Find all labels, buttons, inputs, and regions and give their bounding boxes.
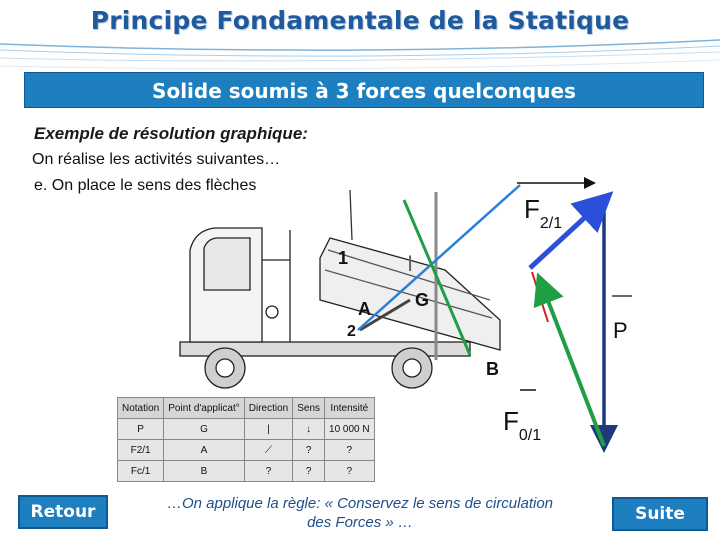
table-header: Intensité [325, 398, 375, 419]
table-cell: B [164, 461, 245, 482]
table-cell: F2/1 [118, 440, 164, 461]
table-cell: A [164, 440, 245, 461]
label-1: 1 [338, 248, 349, 268]
rule-line-1: …On applique la règle: « Conservez le sens de circulation [166, 495, 554, 512]
table-cell: ⟋ [244, 440, 292, 461]
table-header-row [118, 398, 375, 419]
table-cell: ? [293, 461, 325, 482]
retour-button[interactable]: Retour [18, 495, 108, 529]
table-header: Direction [244, 398, 292, 419]
table-cell: ? [325, 461, 375, 482]
example-heading: Exemple de résolution graphique: [34, 124, 308, 143]
intro-text: On réalise les activités suivantes… [32, 151, 281, 168]
f01-label: $F_{0/1}$ [503, 406, 542, 444]
table-cell: P [118, 419, 164, 440]
table-row [118, 440, 375, 461]
label-a: A [358, 299, 371, 319]
table-cell: ? [325, 440, 375, 461]
table-cell: ? [293, 440, 325, 461]
table-header: Sens [293, 398, 325, 419]
f01-vector-arrow [540, 280, 604, 446]
table-cell: ↓ [293, 419, 325, 440]
label-i: I [407, 251, 414, 276]
p-label: P [613, 318, 628, 343]
label-g: G [415, 290, 430, 310]
f21-vector-arrow [530, 198, 606, 268]
table-header: Notation [118, 398, 164, 419]
table-cell: ? [244, 461, 292, 482]
table-cell: Fc/1 [118, 461, 164, 482]
table-cell: 10 000 N [325, 419, 375, 440]
forces-table [117, 397, 375, 482]
rule-text [130, 494, 590, 532]
table-cell: | [244, 419, 292, 440]
page-title: Principe Fondamentale de la Statique [90, 6, 630, 35]
table-header: Point d'applicat° [164, 398, 245, 419]
table-row [118, 419, 375, 440]
label-b: B [486, 359, 499, 379]
f21-label: $F_{2/1}$ [524, 194, 563, 232]
label-2: 2 [347, 323, 356, 340]
rule-line-2: des Forces » … [307, 514, 413, 531]
table-row [118, 461, 375, 482]
truck-illustration [180, 190, 500, 388]
section-banner: Solide soumis à 3 forces quelconques [24, 72, 704, 108]
suite-button[interactable]: Suite [612, 497, 708, 531]
table-cell: G [164, 419, 245, 440]
step-text: e. On place le sens des flèches [34, 177, 257, 194]
